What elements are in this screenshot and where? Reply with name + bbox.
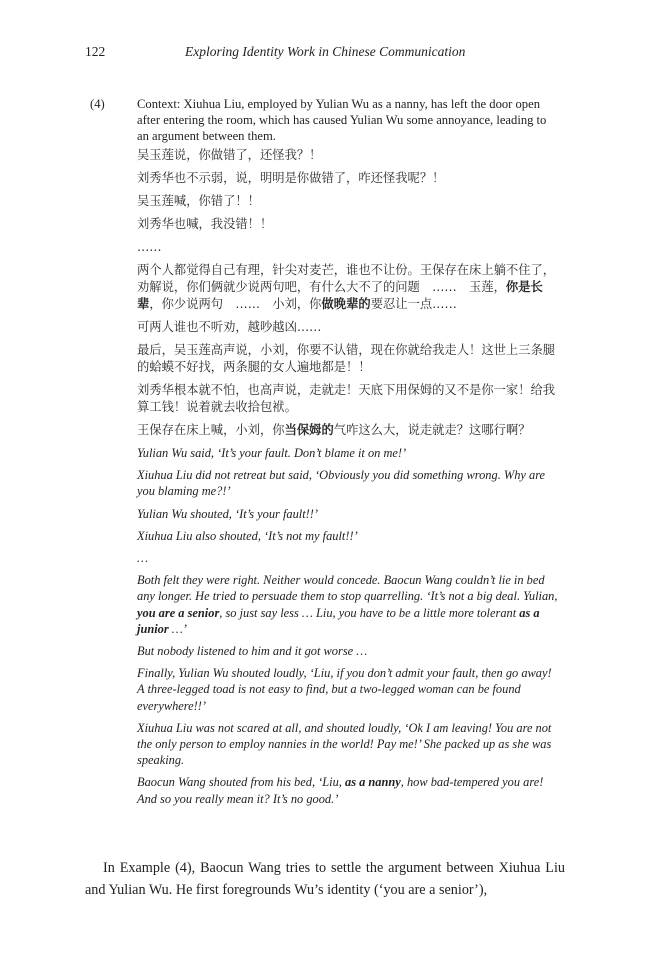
chinese-bold-text: 做晚辈的	[321, 297, 371, 311]
translation-line	[137, 572, 560, 637]
translation-text: …’	[168, 621, 187, 636]
chinese-ellipsis: ……	[137, 240, 162, 254]
translation-bold-text: as a nanny	[345, 775, 401, 790]
body-paragraph: In Example (4), Baocun Wang tries to settle the argument between Xiuhua Liu and Yulian Wu. He first foregrounds Wu’s identity (‘you are a senior’),	[85, 860, 565, 898]
chinese-line: 刘秀华根本就不怕，也高声说，走就走！天底下用保姆的又不是你一家！给我算工钱！说着就去收拾包袱。	[137, 383, 556, 414]
chinese-line: 可两人谁也不听劝，越吵越凶……	[137, 320, 322, 334]
translation-bold-text: you are a senior	[137, 605, 220, 620]
example-number: (4)	[90, 97, 105, 111]
chinese-text: 王保存在床上喊，小刘，你	[137, 423, 285, 437]
chinese-bold-text: 当保姆的	[284, 423, 334, 437]
chinese-line: 刘秀华也不示弱，说，明明是你做错了，咋还怪我呢？！	[137, 171, 445, 185]
translation-line: But nobody listened to him and it got worse …	[137, 644, 368, 659]
chinese-line: 最后，吴玉莲高声说，小刘，你要不认错，现在你就给我走人！这世上三条腿的蛤蟆不好找，两条腿的女人遍地都是！！	[137, 343, 556, 374]
translation-line: Yulian Wu shouted, ‘It’s your fault!!’	[137, 506, 319, 521]
chinese-bold-text: 你是长辈	[137, 280, 543, 311]
chinese-line: 刘秀华也喊，我没错！！	[137, 217, 273, 231]
translation-line: Xiuhua Liu did not retreat but said, ‘Obviously you did something wrong. Why are you blaming me?!’	[137, 468, 546, 499]
translation-bold-text: as a junior	[137, 605, 540, 636]
translation-text: Both felt they were right. Neither would concede. Baocun Wang couldn’t lie in bed any longer. He tried to persuade them to stop quarrelling. ‘It’s not a big deal. Yulian,	[137, 573, 558, 604]
example-body	[137, 96, 560, 807]
translation-text: Baocun Wang shouted from his bed, ‘Liu,	[137, 775, 345, 790]
chinese-text: 两个人都觉得自己有理，针尖对麦芒，谁也不让份。王保存在床上躺不住了，劝解说，你们俩就少说两句吧，有什么大不了的问题 …… 玉莲，	[137, 263, 556, 294]
translation-line	[137, 774, 560, 806]
chinese-text: ，你少说两句 …… 小刘，你	[149, 297, 322, 311]
translation-text: , so just say less … Liu, you have to be a little more tolerant	[219, 605, 520, 620]
chinese-line: 吴玉莲喊，你错了！！	[137, 194, 260, 208]
running-header	[85, 44, 565, 64]
running-title: Exploring Identity Work in Chinese Communication	[185, 44, 466, 59]
translation-line: Xiuhua Liu was not scared at all, and shouted loudly, ‘Ok I am leaving! You are not the only person to employ nannies in the world! Pay me!’ She packed up as she was speaking.	[137, 720, 552, 768]
chinese-text: 气咋这么大，说走就走？这哪行啊？	[333, 423, 531, 437]
translation-line: Finally, Yulian Wu shouted loudly, ‘Liu, if you don’t admit your fault, then go away! A three-legged toad is not easy to find, but a two-legged woman can be found everywhere!!’	[137, 666, 552, 713]
chinese-line	[137, 422, 560, 439]
chinese-text: 要忍让一点……	[370, 297, 457, 311]
chinese-line: 吴玉莲说，你做错了，还怪我？！	[137, 148, 322, 162]
translation-ellipsis: …	[137, 551, 149, 566]
translation-text: , how bad-tempered you are! And so you really mean it? It’s no good.’	[137, 775, 544, 806]
example-block	[90, 96, 560, 813]
chinese-line	[137, 262, 560, 313]
page-number: 122	[85, 44, 106, 59]
translation-line: Xiuhua Liu also shouted, ‘It’s not my fault!!’	[137, 528, 358, 543]
example-context: Context: Xiuhua Liu, employed by Yulian Wu as a nanny, has left the door open after entering the room, which has caused Yulian Wu some annoyance, leading to an argument between them.	[137, 97, 547, 143]
translation-line: Yulian Wu said, ‘It’s your fault. Don’t blame it on me!’	[137, 446, 407, 460]
